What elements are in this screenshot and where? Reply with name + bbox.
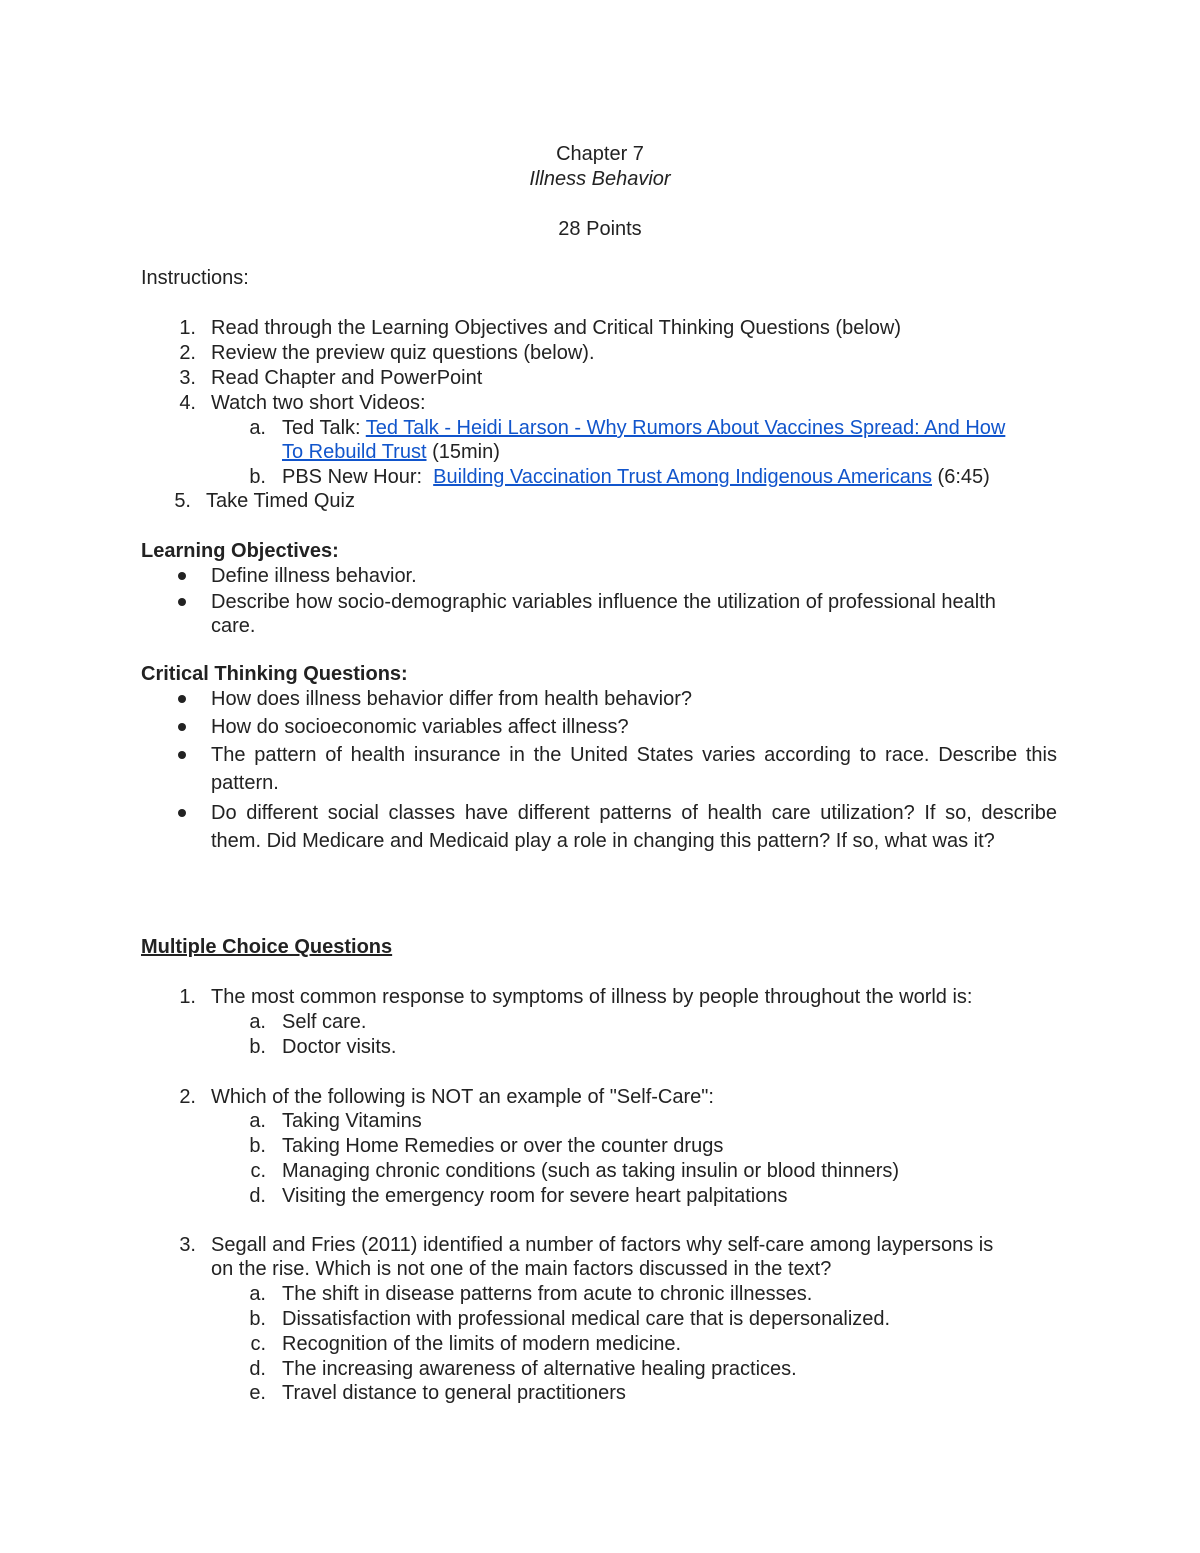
option-letter: e.: [249, 1382, 266, 1404]
option-text: Self care.: [282, 1011, 367, 1033]
objective-text-continued: care.: [211, 615, 256, 637]
ted-talk-link-continued[interactable]: To Rebuild Trust: [282, 441, 427, 463]
video-prefix: PBS New Hour:: [282, 466, 434, 488]
option-text: Doctor visits.: [282, 1036, 397, 1058]
bullet-icon: [178, 572, 186, 580]
critical-thinking-heading: Critical Thinking Questions:: [141, 663, 408, 685]
question-text: The pattern of health insurance in the United States varies according to race. Describe this pattern.: [211, 744, 1057, 794]
question-text: Do different social classes have different patterns of health care utilization? If so, describe them. Did Medicare and Medicaid play a role in changing this pattern? If so, what was it?: [211, 802, 1057, 852]
multiple-choice-heading: Multiple Choice Questions: [141, 936, 393, 958]
bullet-icon: [178, 598, 186, 606]
option-letter: b.: [249, 1036, 266, 1058]
instruction-text: Review the preview quiz questions (below).: [211, 342, 595, 364]
option-text: Dissatisfaction with professional medical care that is depersonalized.: [282, 1308, 891, 1330]
video-line: [282, 416, 1005, 440]
option-text: Taking Vitamins: [282, 1110, 422, 1132]
video-letter: b.: [249, 466, 266, 488]
video-duration: (15min): [426, 441, 500, 463]
option-letter: b.: [249, 1135, 266, 1157]
bullet-icon: [178, 723, 186, 731]
instruction-text: Read Chapter and PowerPoint: [211, 367, 483, 389]
question-number: 3.: [179, 1234, 196, 1256]
option-letter: c.: [250, 1160, 266, 1182]
option-text: Recognition of the limits of modern medicine.: [282, 1333, 682, 1355]
points-label: 28 Points: [558, 218, 642, 240]
option-letter: a.: [249, 1011, 266, 1033]
option-text: Managing chronic conditions (such as taking insulin or blood thinners): [282, 1160, 900, 1182]
chapter-subtitle: Illness Behavior: [529, 168, 671, 190]
chapter-title: Chapter 7: [556, 143, 644, 165]
bullet-icon: [178, 751, 186, 759]
option-text: The shift in disease patterns from acute to chronic illnesses.: [282, 1283, 813, 1305]
video-prefix: Ted Talk:: [282, 417, 366, 439]
option-text: Taking Home Remedies or over the counter drugs: [282, 1135, 724, 1157]
option-letter: a.: [249, 1283, 266, 1305]
question-text-continued: on the rise. Which is not one of the main factors discussed in the text?: [211, 1258, 832, 1280]
video-line: [282, 465, 990, 489]
objective-text: Describe how socio-demographic variables influence the utilization of professional health: [211, 591, 996, 613]
instruction-number: 4.: [179, 392, 196, 414]
video-duration: (6:45): [931, 466, 990, 488]
question-number: 1.: [179, 986, 196, 1008]
option-letter: b.: [249, 1308, 266, 1330]
option-letter: d.: [249, 1185, 266, 1207]
option-text: Travel distance to general practitioners: [282, 1382, 626, 1404]
video-letter: a.: [249, 417, 266, 439]
question-text: Segall and Fries (2011) identified a number of factors why self-care among laypersons is: [211, 1234, 994, 1256]
question-text: Which of the following is NOT an example of "Self-Care":: [211, 1086, 714, 1108]
question-text: How does illness behavior differ from health behavior?: [211, 688, 693, 710]
question-text: How do socioeconomic variables affect illness?: [211, 716, 629, 738]
option-letter: d.: [249, 1358, 266, 1380]
question-text: The most common response to symptoms of illness by people throughout the world is:: [211, 986, 973, 1008]
instruction-number: 3.: [179, 367, 196, 389]
option-letter: a.: [249, 1110, 266, 1132]
instructions-label: Instructions:: [141, 267, 249, 289]
instruction-text: Take Timed Quiz: [206, 490, 355, 512]
option-text: Visiting the emergency room for severe heart palpitations: [282, 1185, 788, 1207]
instruction-number: 5.: [174, 490, 191, 512]
bullet-icon: [178, 809, 186, 817]
learning-objectives-heading: Learning Objectives:: [141, 540, 339, 562]
instruction-text: Watch two short Videos:: [211, 392, 426, 414]
instruction-number: 2.: [179, 342, 196, 364]
ted-talk-link[interactable]: Ted Talk - Heidi Larson - Why Rumors About Vaccines Spread: And How: [365, 417, 1006, 439]
option-text: The increasing awareness of alternative healing practices.: [282, 1358, 797, 1380]
instruction-number: 1.: [179, 317, 196, 339]
pbs-video-link[interactable]: Building Vaccination Trust Among Indigenous Americans: [433, 466, 932, 488]
video-line-2: [282, 440, 500, 464]
instruction-text: Read through the Learning Objectives and Critical Thinking Questions (below): [211, 317, 902, 339]
objective-text: Define illness behavior.: [211, 565, 417, 587]
bullet-icon: [178, 695, 186, 703]
option-letter: c.: [250, 1333, 266, 1355]
question-number: 2.: [179, 1086, 196, 1108]
